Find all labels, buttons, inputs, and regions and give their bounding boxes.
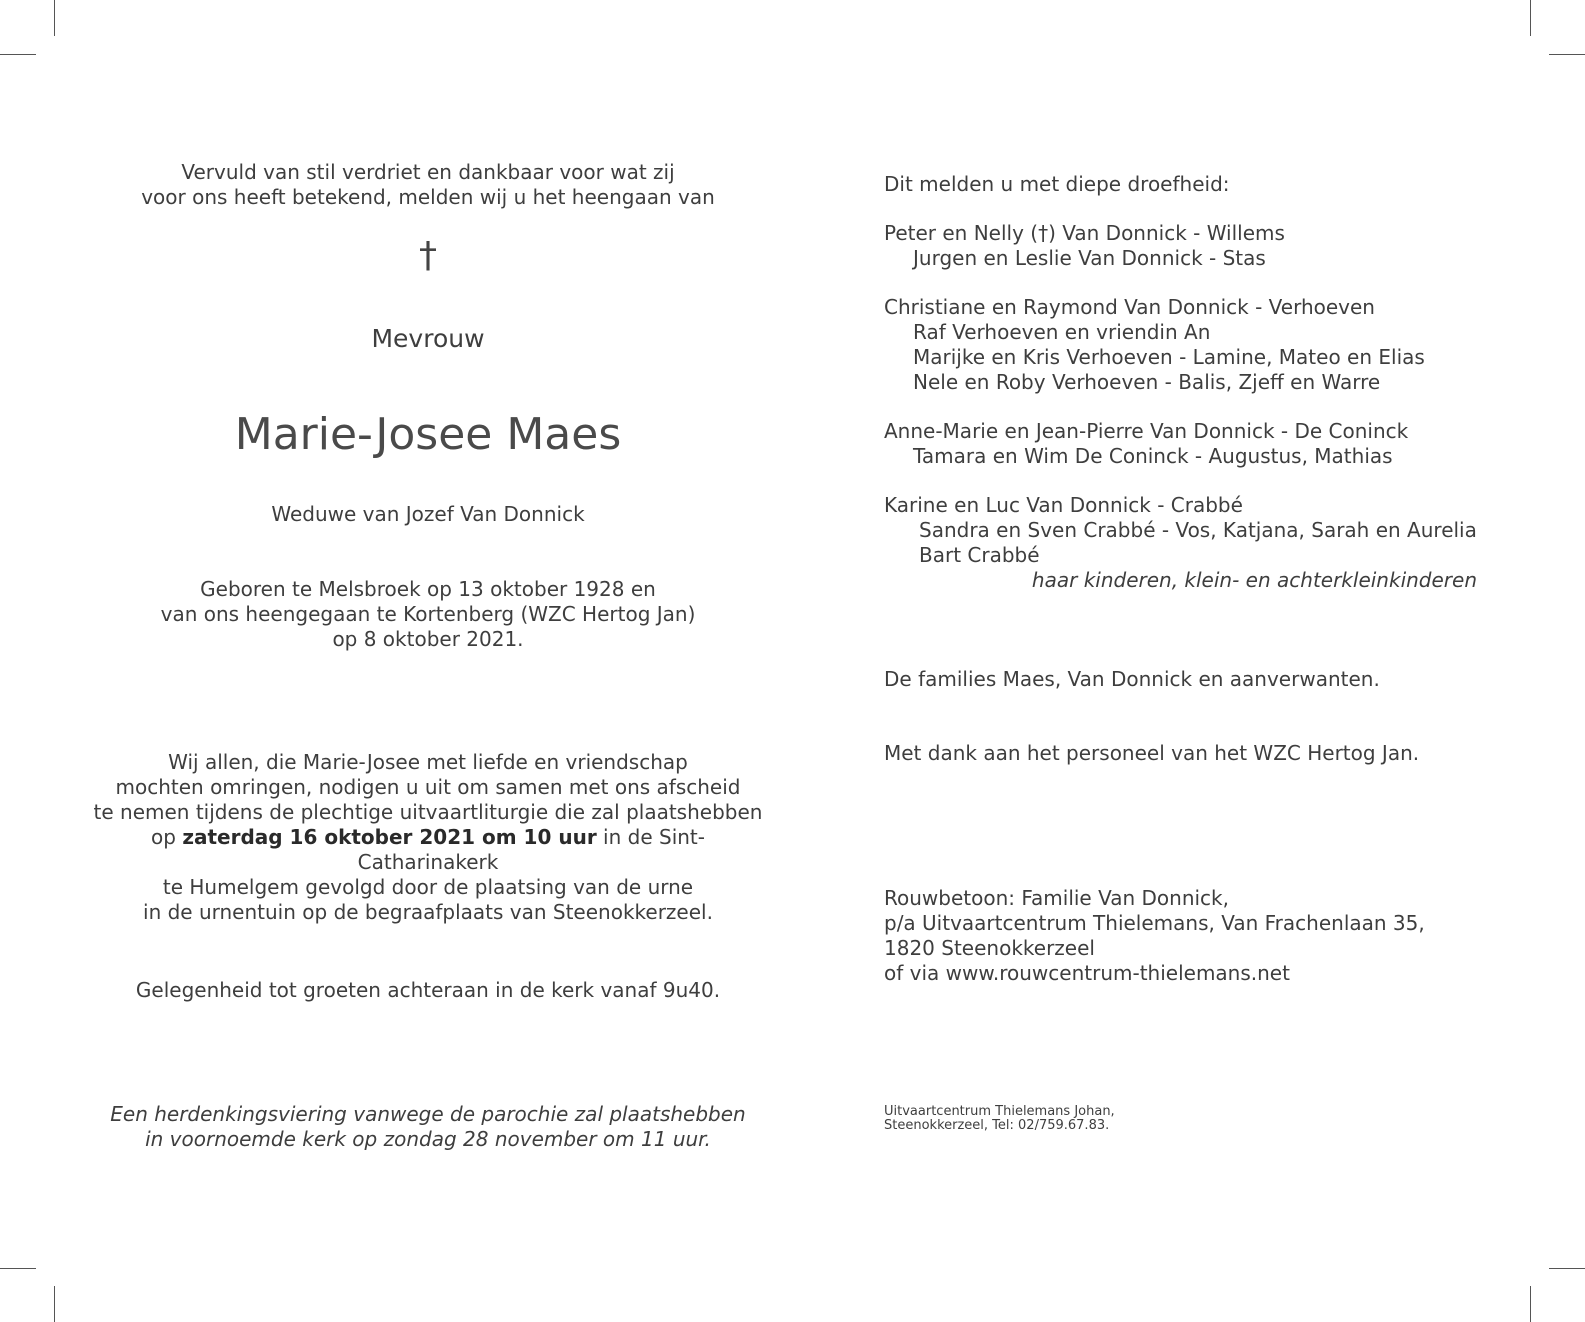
family-line: Peter en Nelly (†) Van Donnick - Willems bbox=[884, 221, 1285, 245]
intro-text bbox=[90, 160, 766, 210]
condolence-line: 1820 Steenokkerzeel bbox=[884, 936, 1095, 960]
invite-line bbox=[90, 825, 766, 875]
cross-icon: † bbox=[419, 235, 437, 276]
invite-line: in de urnentuin op de begraafplaats van Steenokkerzeel. bbox=[143, 900, 713, 924]
undertaker-line: Uitvaartcentrum Thielemans Johan, bbox=[884, 1104, 1115, 1119]
invite-line: Wij allen, die Marie-Josee met liefde en vriendschap bbox=[168, 750, 688, 774]
widow-of: Weduwe van Jozef Van Donnick bbox=[271, 502, 585, 526]
family-line: Christiane en Raymond Van Donnick - Verhoeven bbox=[884, 295, 1375, 319]
invite-line: te Humelgem gevolgd door de plaatsing van de urne bbox=[162, 875, 694, 899]
family-group bbox=[884, 419, 1484, 469]
crop-mark-bottom-right-horizontal bbox=[1549, 1268, 1585, 1269]
family-line: Tamara en Wim De Coninck - Augustus, Mathias bbox=[913, 444, 1393, 468]
crop-mark-top-right-vertical bbox=[1530, 0, 1531, 36]
invite-line: te nemen tijdens de plechtige uitvaartliturgie die zal plaatshebben bbox=[93, 800, 763, 824]
crop-mark-top-right-horizontal bbox=[1549, 54, 1585, 55]
family-group bbox=[884, 295, 1484, 395]
family-line: Raf Verhoeven en vriendin An bbox=[913, 320, 1211, 344]
condolence-address bbox=[884, 886, 1484, 986]
thanks-line: Met dank aan het personeel van het WZC Hertog Jan. bbox=[884, 741, 1420, 765]
family-line: Bart Crabbé bbox=[919, 543, 1040, 567]
invite-line: mochten omringen, nodigen u uit om samen met ons afscheid bbox=[115, 775, 741, 799]
title-word: Mevrouw bbox=[371, 324, 485, 353]
invite-pre: op bbox=[151, 825, 183, 849]
funeral-invitation bbox=[90, 750, 766, 925]
announcement-lead: Dit melden u met diepe droefheid: bbox=[884, 172, 1230, 196]
families-line: De families Maes, Van Donnick en aanverwanten. bbox=[884, 667, 1380, 691]
family-signature: haar kinderen, klein- en achterkleinkinderen bbox=[1031, 568, 1477, 592]
condolence-website: of via www.rouwcentrum-thielemans.net bbox=[884, 961, 1290, 985]
memorial-line: in voornoemde kerk op zondag 28 november om 11 uur. bbox=[145, 1127, 711, 1151]
funeral-date: zaterdag 16 oktober 2021 om 10 uur bbox=[182, 825, 597, 849]
family-list bbox=[884, 221, 1484, 593]
born-line: Geboren te Melsbroek op 13 oktober 1928 en bbox=[200, 577, 656, 601]
intro-line: Vervuld van stil verdriet en dankbaar voor wat zij bbox=[181, 160, 675, 184]
family-line: Marijke en Kris Verhoeven - Lamine, Mateo en Elias bbox=[913, 345, 1425, 369]
crop-mark-bottom-left-horizontal bbox=[0, 1268, 36, 1269]
memorial-line: Een herdenkingsviering vanwege de parochie zal plaatshebben bbox=[110, 1102, 746, 1126]
crop-mark-top-left-horizontal bbox=[0, 54, 36, 55]
condolence-line: Rouwbetoon: Familie Van Donnick, bbox=[884, 886, 1229, 910]
birth-death-info bbox=[90, 577, 766, 652]
crop-mark-bottom-left-vertical bbox=[54, 1286, 55, 1322]
memorial-info bbox=[90, 1102, 766, 1152]
undertaker-line: Steenokkerzeel, Tel: 02/759.67.83. bbox=[884, 1118, 1110, 1133]
deceased-name: Marie-Josee Maes bbox=[234, 409, 622, 460]
family-line: Sandra en Sven Crabbé - Vos, Katjana, Sarah en Aurelia bbox=[919, 518, 1477, 542]
undertaker-credit bbox=[884, 1105, 1484, 1133]
condolence-line: p/a Uitvaartcentrum Thielemans, Van Frachenlaan 35, bbox=[884, 911, 1425, 935]
family-group bbox=[884, 493, 1484, 593]
greeting-info: Gelegenheid tot groeten achteraan in de kerk vanaf 9u40. bbox=[135, 978, 721, 1002]
born-line: van ons heengegaan te Kortenberg (WZC Hertog Jan) bbox=[160, 602, 696, 626]
intro-line: voor ons heeft betekend, melden wij u het heengaan van bbox=[141, 185, 715, 209]
family-line: Jurgen en Leslie Van Donnick - Stas bbox=[913, 246, 1266, 270]
crop-mark-top-left-vertical bbox=[54, 0, 55, 36]
family-group bbox=[884, 221, 1484, 271]
invite-post: in de Sint-Catharinakerk bbox=[357, 825, 705, 874]
family-line: Anne-Marie en Jean-Pierre Van Donnick - De Coninck bbox=[884, 419, 1409, 443]
born-line: op 8 oktober 2021. bbox=[332, 627, 524, 651]
family-line: Nele en Roby Verhoeven - Balis, Zjeff en Warre bbox=[913, 370, 1381, 394]
family-line: Karine en Luc Van Donnick - Crabbé bbox=[884, 493, 1243, 517]
crop-mark-bottom-right-vertical bbox=[1530, 1286, 1531, 1322]
